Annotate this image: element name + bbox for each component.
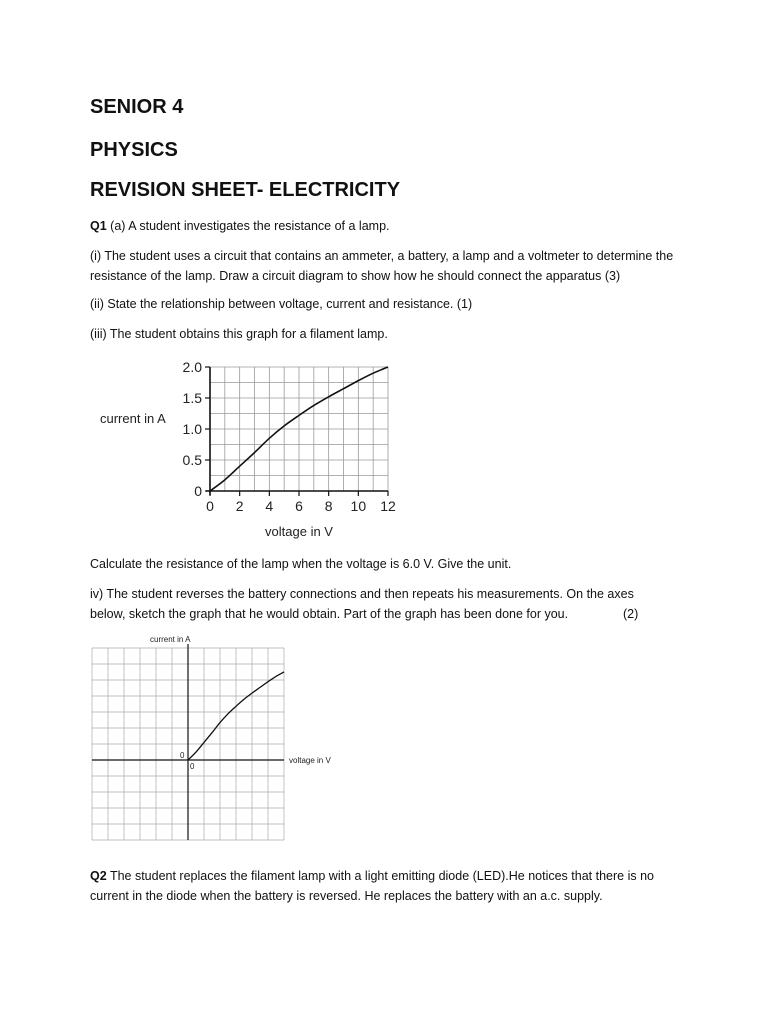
q1-part-iv: iv) The student reverses the battery connections and then repeats his measurements. On the axes below, sketch the graph that he would obtain. Part of the graph has been done for you.: [90, 587, 634, 621]
q2-body: The student replaces the filament lamp with a light emitting diode (LED).He notices that there is no current in the diode when the battery is reversed. He replaces the battery with an a.c. supply.: [90, 869, 654, 903]
q1-part-iii: (iii) The student obtains this graph for a filament lamp.: [90, 327, 388, 341]
y-axis-label: current in A: [150, 635, 191, 644]
q2-text: [90, 866, 680, 906]
subject-heading: PHYSICS: [90, 139, 178, 161]
y-tick-label: 2.0: [182, 359, 202, 375]
x-tick-label: 2: [235, 498, 244, 514]
y-axis-label: current in A: [100, 411, 166, 426]
y-tick-label: 0.5: [182, 452, 202, 468]
q1-number: Q1: [90, 219, 107, 233]
x-tick-label: 12: [380, 498, 396, 514]
origin-label-y: 0: [180, 751, 185, 760]
x-axis-label: voltage in V: [289, 756, 331, 765]
origin-label-x: 0: [190, 762, 195, 771]
x-tick-label: 0: [206, 498, 214, 514]
x-tick-label: 8: [324, 498, 333, 514]
lamp-iv-graph: [90, 350, 420, 548]
y-tick-label: 1.5: [182, 390, 202, 406]
graph-grid: [210, 367, 388, 491]
q1-part-ii: (ii) State the relationship between voltage, current and resistance. (1): [90, 297, 473, 311]
reverse-sketch-graph: [88, 630, 358, 850]
q1-calculate: Calculate the resistance of the lamp when the voltage is 6.0 V. Give the unit.: [90, 557, 512, 571]
q1-intro-text: (a) A student investigates the resistance of a lamp.: [110, 219, 390, 233]
x-tick-label: 6: [295, 498, 303, 514]
x-axis-label: voltage in V: [265, 524, 333, 539]
y-tick-label: 0: [194, 483, 202, 499]
grade-heading: SENIOR 4: [90, 96, 184, 118]
sheet-title: REVISION SHEET- ELECTRICITY: [90, 179, 401, 201]
q1-part-iv-marks: (2): [623, 607, 639, 621]
q1-intro: [90, 216, 680, 236]
y-tick-label: 1.0: [182, 421, 202, 437]
q2-number: Q2: [90, 869, 107, 883]
q1-part-i: (i) The student uses a circuit that contains an ammeter, a battery, a lamp and a voltmeter to determine the resistance of the lamp. Draw a circuit diagram to show how he should connect the apparatus (3): [90, 249, 674, 283]
x-tick-label: 10: [350, 498, 367, 514]
x-tick-label: 4: [265, 498, 274, 514]
